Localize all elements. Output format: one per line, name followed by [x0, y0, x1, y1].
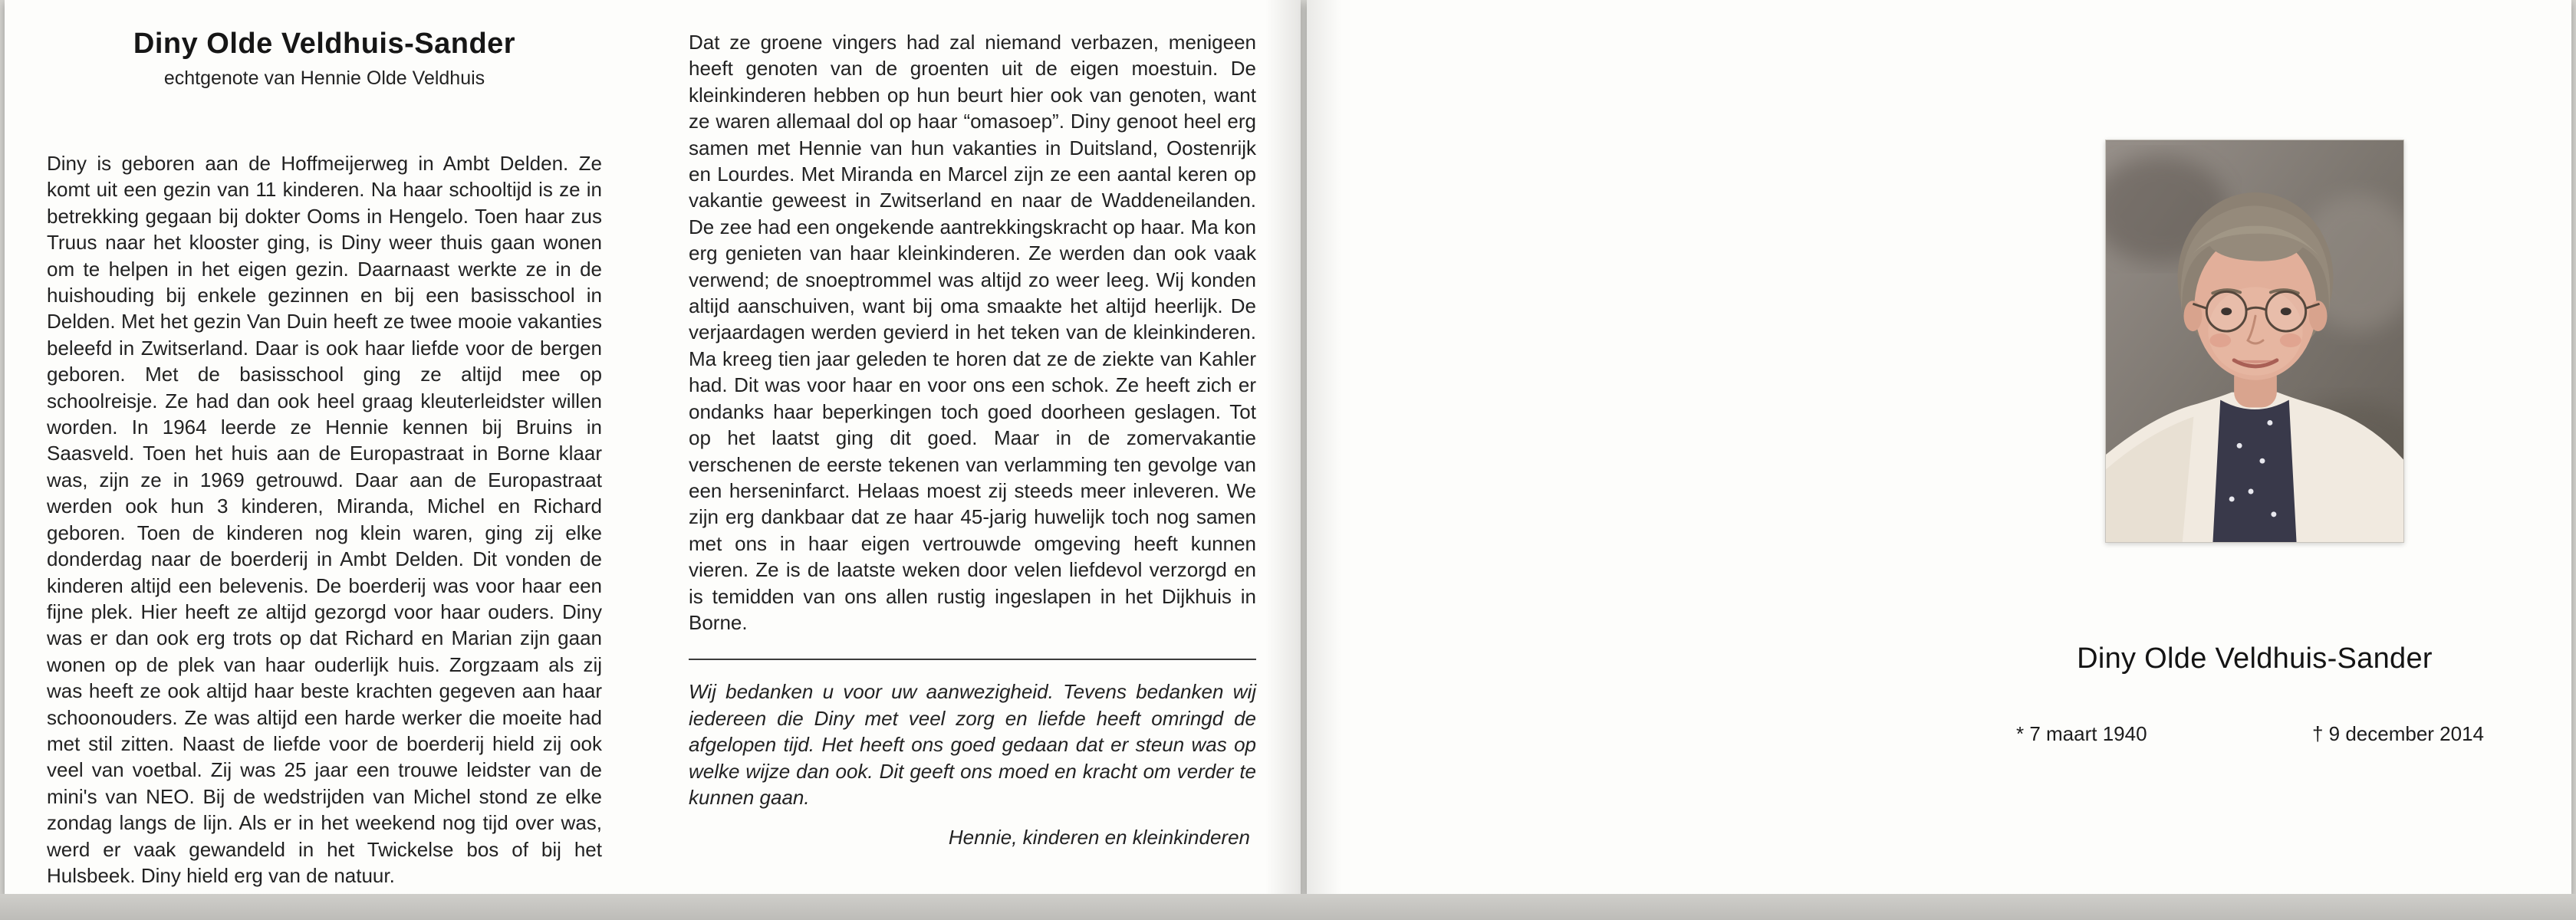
portrait-photo [2105, 140, 2404, 543]
dates-row [2016, 722, 2484, 746]
birth-date: * 7 maart 1940 [2016, 722, 2147, 745]
title-block [47, 28, 602, 90]
biography-column-2 [689, 29, 1256, 851]
signature: Hennie, kinderen en kleinkinderen [948, 826, 1250, 849]
card-title: Diny Olde Veldhuis-Sander [133, 28, 516, 60]
biography-text-2: Dat ze groene vingers had zal niemand verbazen, menigeen heeft genoten van de groenten uit de eigen moestuin. De kleinkinderen hebben op hun beurt hier ook van genoten, want ze waren allemaal dol op haar “omasoep”. Diny genoot heel erg samen met Hennie van hun vakanties in Duitsland, Oostenrijk en Lourdes. Met Miranda en Marcel zijn ze een aantal keren op vakantie geweest in Zwitserland en naar de Waddeneilanden. De zee had een ongekende aantrekkingskracht op haar. Ma kon erg genieten van haar kleinkinderen. Ze werden dan ook vaak verwend; de snoeptrommel was altijd zo weer leeg. Wij konden altijd aanschuiven, want bij oma smaakte het altijd heerlijk. De verjaardagen werden gevierd in het teken van de kleinkinderen. Ma kreeg tien jaar geleden te horen dat ze de ziekte van Kahler had. Dit was voor haar en voor ons een schok. Ze heeft zich er ondanks haar beperkingen toch goed doorheen geslagen. Tot op het laatst ging dit goed. Maar in de zomervakantie verschenen de eerste tekenen van verlamming ten gevolge van een herseninfarct. Helaas moest zij steeds meer inleveren. We zijn erg dankbaar dat ze haar 45-jarig huwelijk toch nog samen met ons in haar eigen vertrouwde omgeving heeft kunnen vieren. Ze is de laatste weken door velen liefdevol verzorgd en is temidden van ons allen rustig ingeslapen in het Dijkhuis in Borne. [689, 31, 1256, 634]
deceased-name: Diny Olde Veldhuis-Sander [2077, 642, 2433, 675]
death-date: † 9 december 2014 [2311, 722, 2484, 745]
acknowledgement-text: Wij bedanken u voor uw aanwezigheid. Tevens bedanken wij iedereen die Diny met veel zorg en liefde heeft omringd de afgelopen tijd. Het heeft ons goed gedaan dat er steun was op welke wijze dan ook. Dit geeft ons moed en kracht om verder te kunnen gaan. [689, 680, 1256, 809]
scanner-background-strip [0, 894, 2576, 920]
portrait-photo-illustration [2106, 140, 2403, 542]
right-page [1307, 0, 2571, 895]
biography-column-1: Diny is geboren aan de Hoffmeijerweg in Ambt Delden. Ze komt uit een gezin van 11 kinderen. Na haar schooltijd is ze in betrekking gegaan bij dokter Ooms in Hengelo. Toen haar zus Truus naar het klooster ging, is Diny weer thuis gaan wonen om te helpen in het eigen gezin. Daarnaast werkte ze in de huishouding bij enkele gezinnen en bij een basisschool in Delden. Met het gezin Van Duin heeft ze twee mooie vakanties beleefd in Zwitserland. Daar is ook haar liefde voor de bergen geboren. Met de basisschool ging ze altijd mee op schoolreisje. Ze had dan ook heel graag kleuterleidster willen worden. In 1964 leerde ze Hennie kennen bij Bruins in Saasveld. Toen het huis aan de Europastraat in Borne klaar was, zijn ze in 1969 getrouwd. Daar aan de Europastraat werden ook hun 3 kinderen, Miranda, Michel en Richard geboren. Toen de kinderen nog klein waren, ging zij elke donderdag naar de boerderij in Ambt Delden. Dit vonden de kinderen altijd een belevenis. De boerderij was voor haar een fijne plek. Hier heeft ze altijd gezorgd voor haar ouders. Diny was er dan ook erg trots op dat Richard en Marian zijn gaan wonen op de plek van haar ouderlijk huis. Zorgzaam als zij was heeft ze ook altijd haar beste krachten gegeven aan haar schoonouders. Ze was altijd een harde werker die moeite had met stil zitten. Naast de liefde voor de boerderij hield zij ook veel van voetbal. Zij was 25 jaar een trouwe leidster van de mini's van NEO. Bij de wedstrijden van Michel stond ze elke zondag langs de lijn. Als er in het weekend nog tijd over was, werd er vaak gewandeld in het Twickelse bos of bij het Hulsbeek. Diny hield erg van de natuur. [47, 152, 602, 887]
card-subtitle: echtgenote van Hennie Olde Veldhuis [163, 67, 485, 89]
thanks-divider [689, 659, 1256, 660]
left-page [5, 0, 1301, 895]
